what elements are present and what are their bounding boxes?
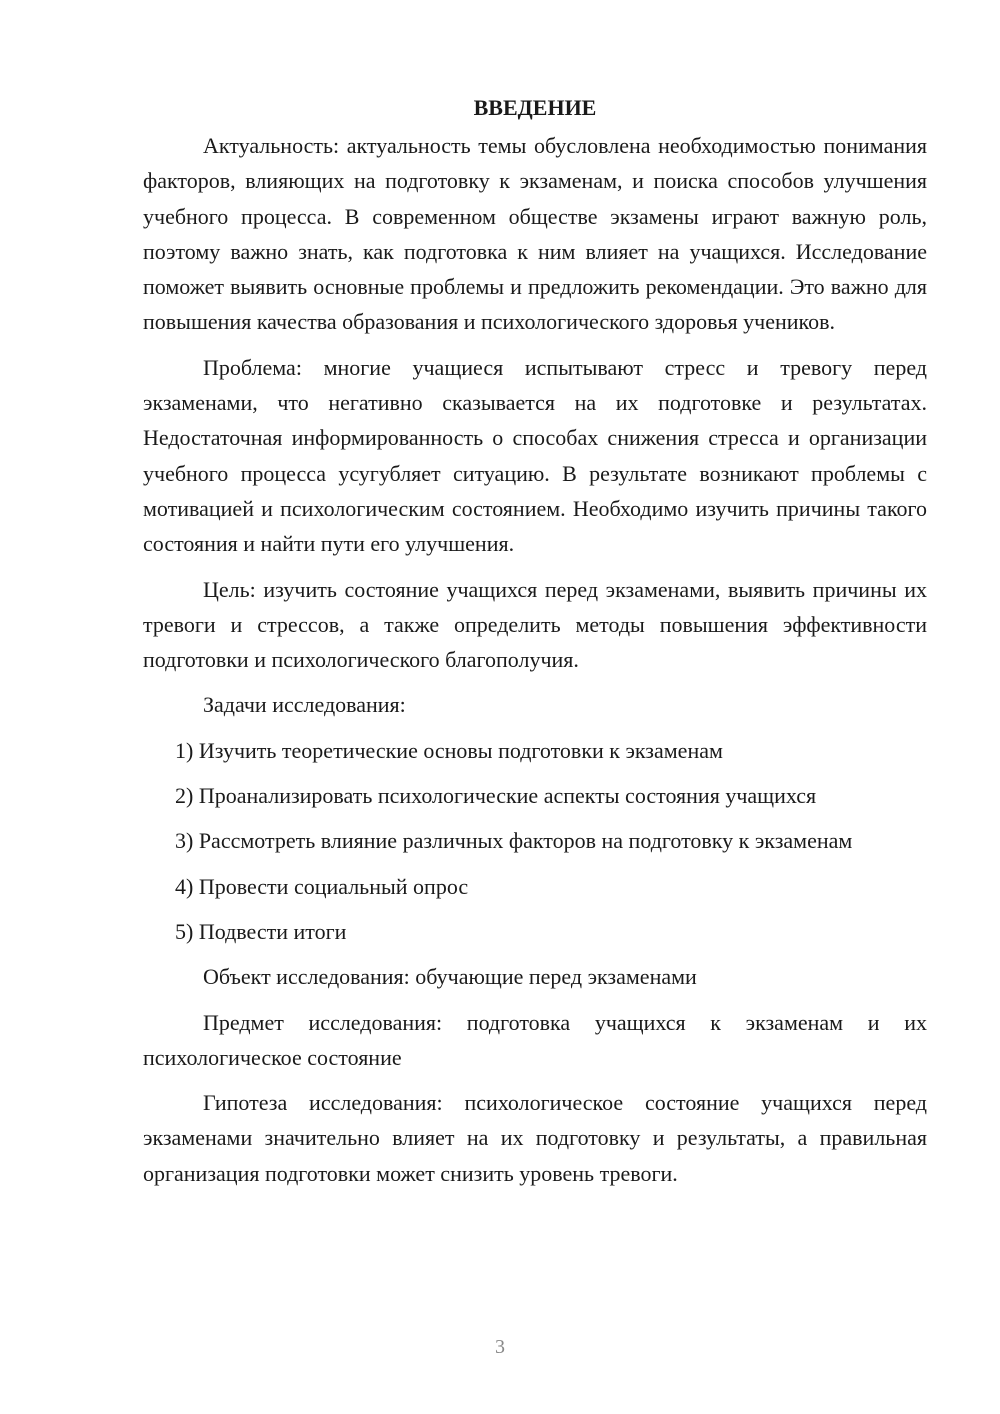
section-heading: ВВЕДЕНИЕ (473, 95, 597, 120)
page-number: 3 (495, 1336, 505, 1358)
task-item-5: 5) Подвести итоги (175, 918, 347, 944)
document-body (143, 90, 927, 1201)
subject-paragraph: Предмет исследования: подготовка учащихся к экзаменам и их психологическое состояние (143, 1009, 927, 1070)
tasks-heading: Задачи исследования: (203, 692, 406, 718)
hypothesis-paragraph: Гипотеза исследования: психологическое состояние учащихся перед экзаменами значительно влияет на их подготовку и результаты, а правильная организация подготовки может снизить уровень тревоги. (143, 1090, 927, 1186)
relevance-paragraph: Актуальность: актуальность темы обусловлена необходимостью понимания факторов, влияющих на подготовку к экзаменам, и поиска способов улучшения учебного процесса. В современном обществе экзамены играют важную роль, поэтому важно знать, как подготовка к ним влияет на учащихся. Исследование поможет выявить основные проблемы и предложить рекомендации. Это важно для повышения качества образования и психологического здоровья учеников. (143, 133, 927, 335)
task-item-2: 2) Проанализировать психологические аспекты состояния учащихся (175, 783, 817, 809)
task-item-4: 4) Провести социальный опрос (175, 873, 469, 899)
problem-paragraph: Проблема: многие учащиеся испытывают стресс и тревогу перед экзаменами, что негативно сказывается на их подготовке и результатах. Недостаточная информированность о способах снижения стресса и организации учебного процесса усугубляет ситуацию. В результате возникают проблемы с мотивацией и психологическим состоянием. Необходимо изучить причины такого состояния и найти пути его улучшения. (143, 354, 927, 557)
object-paragraph: Объект исследования: обучающие перед экзаменами (203, 964, 697, 990)
goal-paragraph: Цель: изучить состояние учащихся перед экзаменами, выявить причины их тревоги и стрессов, а также определить методы повышения эффективности подготовки и психологического благополучия. (143, 576, 927, 673)
task-item-1: 1) Изучить теоретические основы подготовки к экзаменам (175, 737, 723, 763)
task-item-3: 3) Рассмотреть влияние различных факторов на подготовку к экзаменам (175, 828, 853, 854)
